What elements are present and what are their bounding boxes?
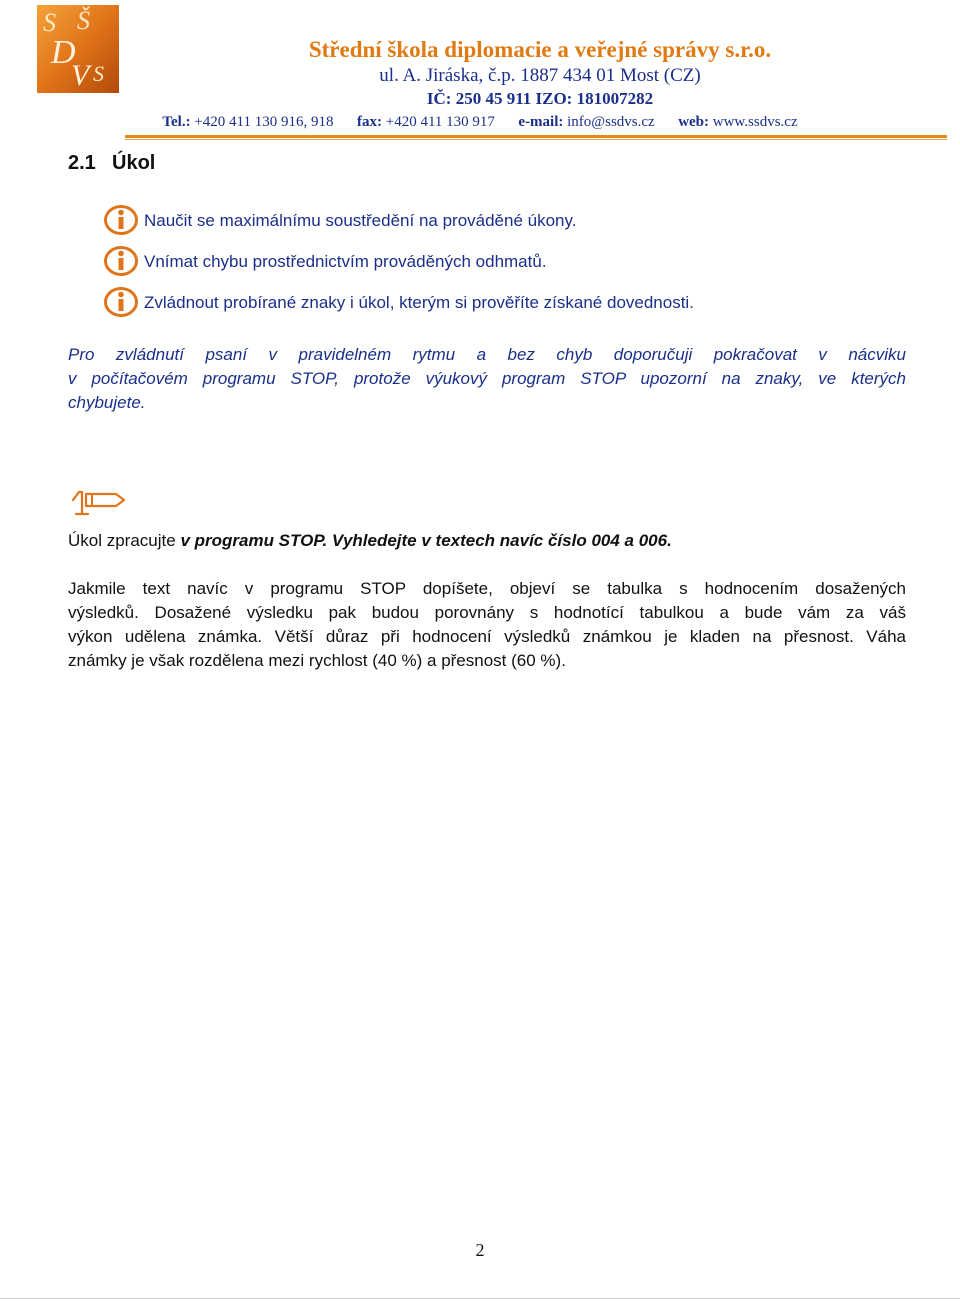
page-bottom-edge bbox=[0, 1298, 960, 1299]
school-ico: IČ: 250 45 911 IZO: 181007282 bbox=[426, 89, 654, 108]
section-heading bbox=[68, 152, 155, 175]
goal-item bbox=[104, 246, 944, 276]
fax-value: +420 411 130 917 bbox=[385, 114, 495, 130]
task-emphasis: v programu STOP. Vyhledejte v textech navíc číslo 004 a 006. bbox=[180, 531, 672, 550]
email-label: e-mail: bbox=[518, 114, 564, 130]
web-link[interactable]: www.ssdvs.cz bbox=[712, 114, 798, 130]
goal-item bbox=[104, 287, 944, 317]
recommendation-paragraph bbox=[68, 343, 906, 415]
page-number: 2 bbox=[475, 1240, 485, 1260]
goal-text: Naučit se maximálnímu soustředění na prováděné úkony. bbox=[144, 211, 577, 230]
task-instruction bbox=[68, 529, 672, 553]
header-divider bbox=[125, 135, 947, 138]
info-icon bbox=[104, 287, 138, 317]
paragraph-line: výkon udělena známka. Větší důraz při hodnocení výsledků známkou je kladen na přesnost. Váha bbox=[68, 627, 906, 646]
logo-letter: V bbox=[71, 59, 90, 92]
evaluation-paragraph bbox=[68, 577, 906, 673]
goal-text: Zvládnout probírané znaky i úkol, kterým si prověříte získané dovednosti. bbox=[144, 293, 694, 312]
goal-item bbox=[104, 205, 944, 235]
school-logo-graphic bbox=[37, 5, 119, 93]
section-title: Úkol bbox=[112, 152, 156, 174]
web-label: web: bbox=[678, 114, 710, 130]
tel-value: +420 411 130 916, 918 bbox=[194, 114, 334, 130]
school-address: ul. A. Jiráska, č.p. 1887 434 01 Most (CZ) bbox=[379, 65, 701, 86]
school-logo bbox=[37, 5, 119, 93]
goal-text: Vnímat chybu prostřednictvím prováděných odhmatů. bbox=[144, 252, 547, 271]
paragraph-line: v počítačovém programu STOP, protože výukový program STOP upozorní na znaky, ve kterých bbox=[68, 369, 906, 388]
email-link[interactable]: info@ssdvs.cz bbox=[567, 114, 655, 130]
task-prefix: Úkol zpracujte bbox=[68, 531, 181, 550]
paragraph-line: známky je však rozdělena mezi rychlost (40 %) a přesnost (60 %). bbox=[68, 651, 566, 670]
logo-letter: S bbox=[93, 61, 104, 86]
paragraph-line: chybujete. bbox=[68, 393, 146, 412]
logo-letter: Š bbox=[77, 6, 90, 35]
pencil-icon bbox=[70, 486, 126, 518]
school-name: Střední škola diplomacie a veřejné správy s.r.o. bbox=[308, 37, 772, 62]
section-number: 2.1 bbox=[68, 152, 96, 174]
paragraph-line: Pro zvládnutí psaní v pravidelném rytmu a bez chyb doporučuji pokračovat v nácviku bbox=[68, 345, 906, 364]
paragraph-line: Jakmile text navíc v programu STOP dopíšete, objeví se tabulka s hodnocením dosažených bbox=[68, 579, 906, 598]
contact-line bbox=[0, 112, 960, 132]
header-divider-thin bbox=[125, 139, 947, 140]
paragraph-line: výsledků. Dosažené výsledku pak budou porovnány s hodnotící tabulkou a bude vám za váš bbox=[68, 603, 906, 622]
info-icon bbox=[104, 205, 138, 235]
logo-letter: D bbox=[51, 34, 76, 71]
fax-label: fax: bbox=[356, 114, 382, 130]
logo-letter: S bbox=[43, 8, 56, 37]
tel-label: Tel.: bbox=[162, 114, 191, 130]
info-icon bbox=[104, 246, 138, 276]
